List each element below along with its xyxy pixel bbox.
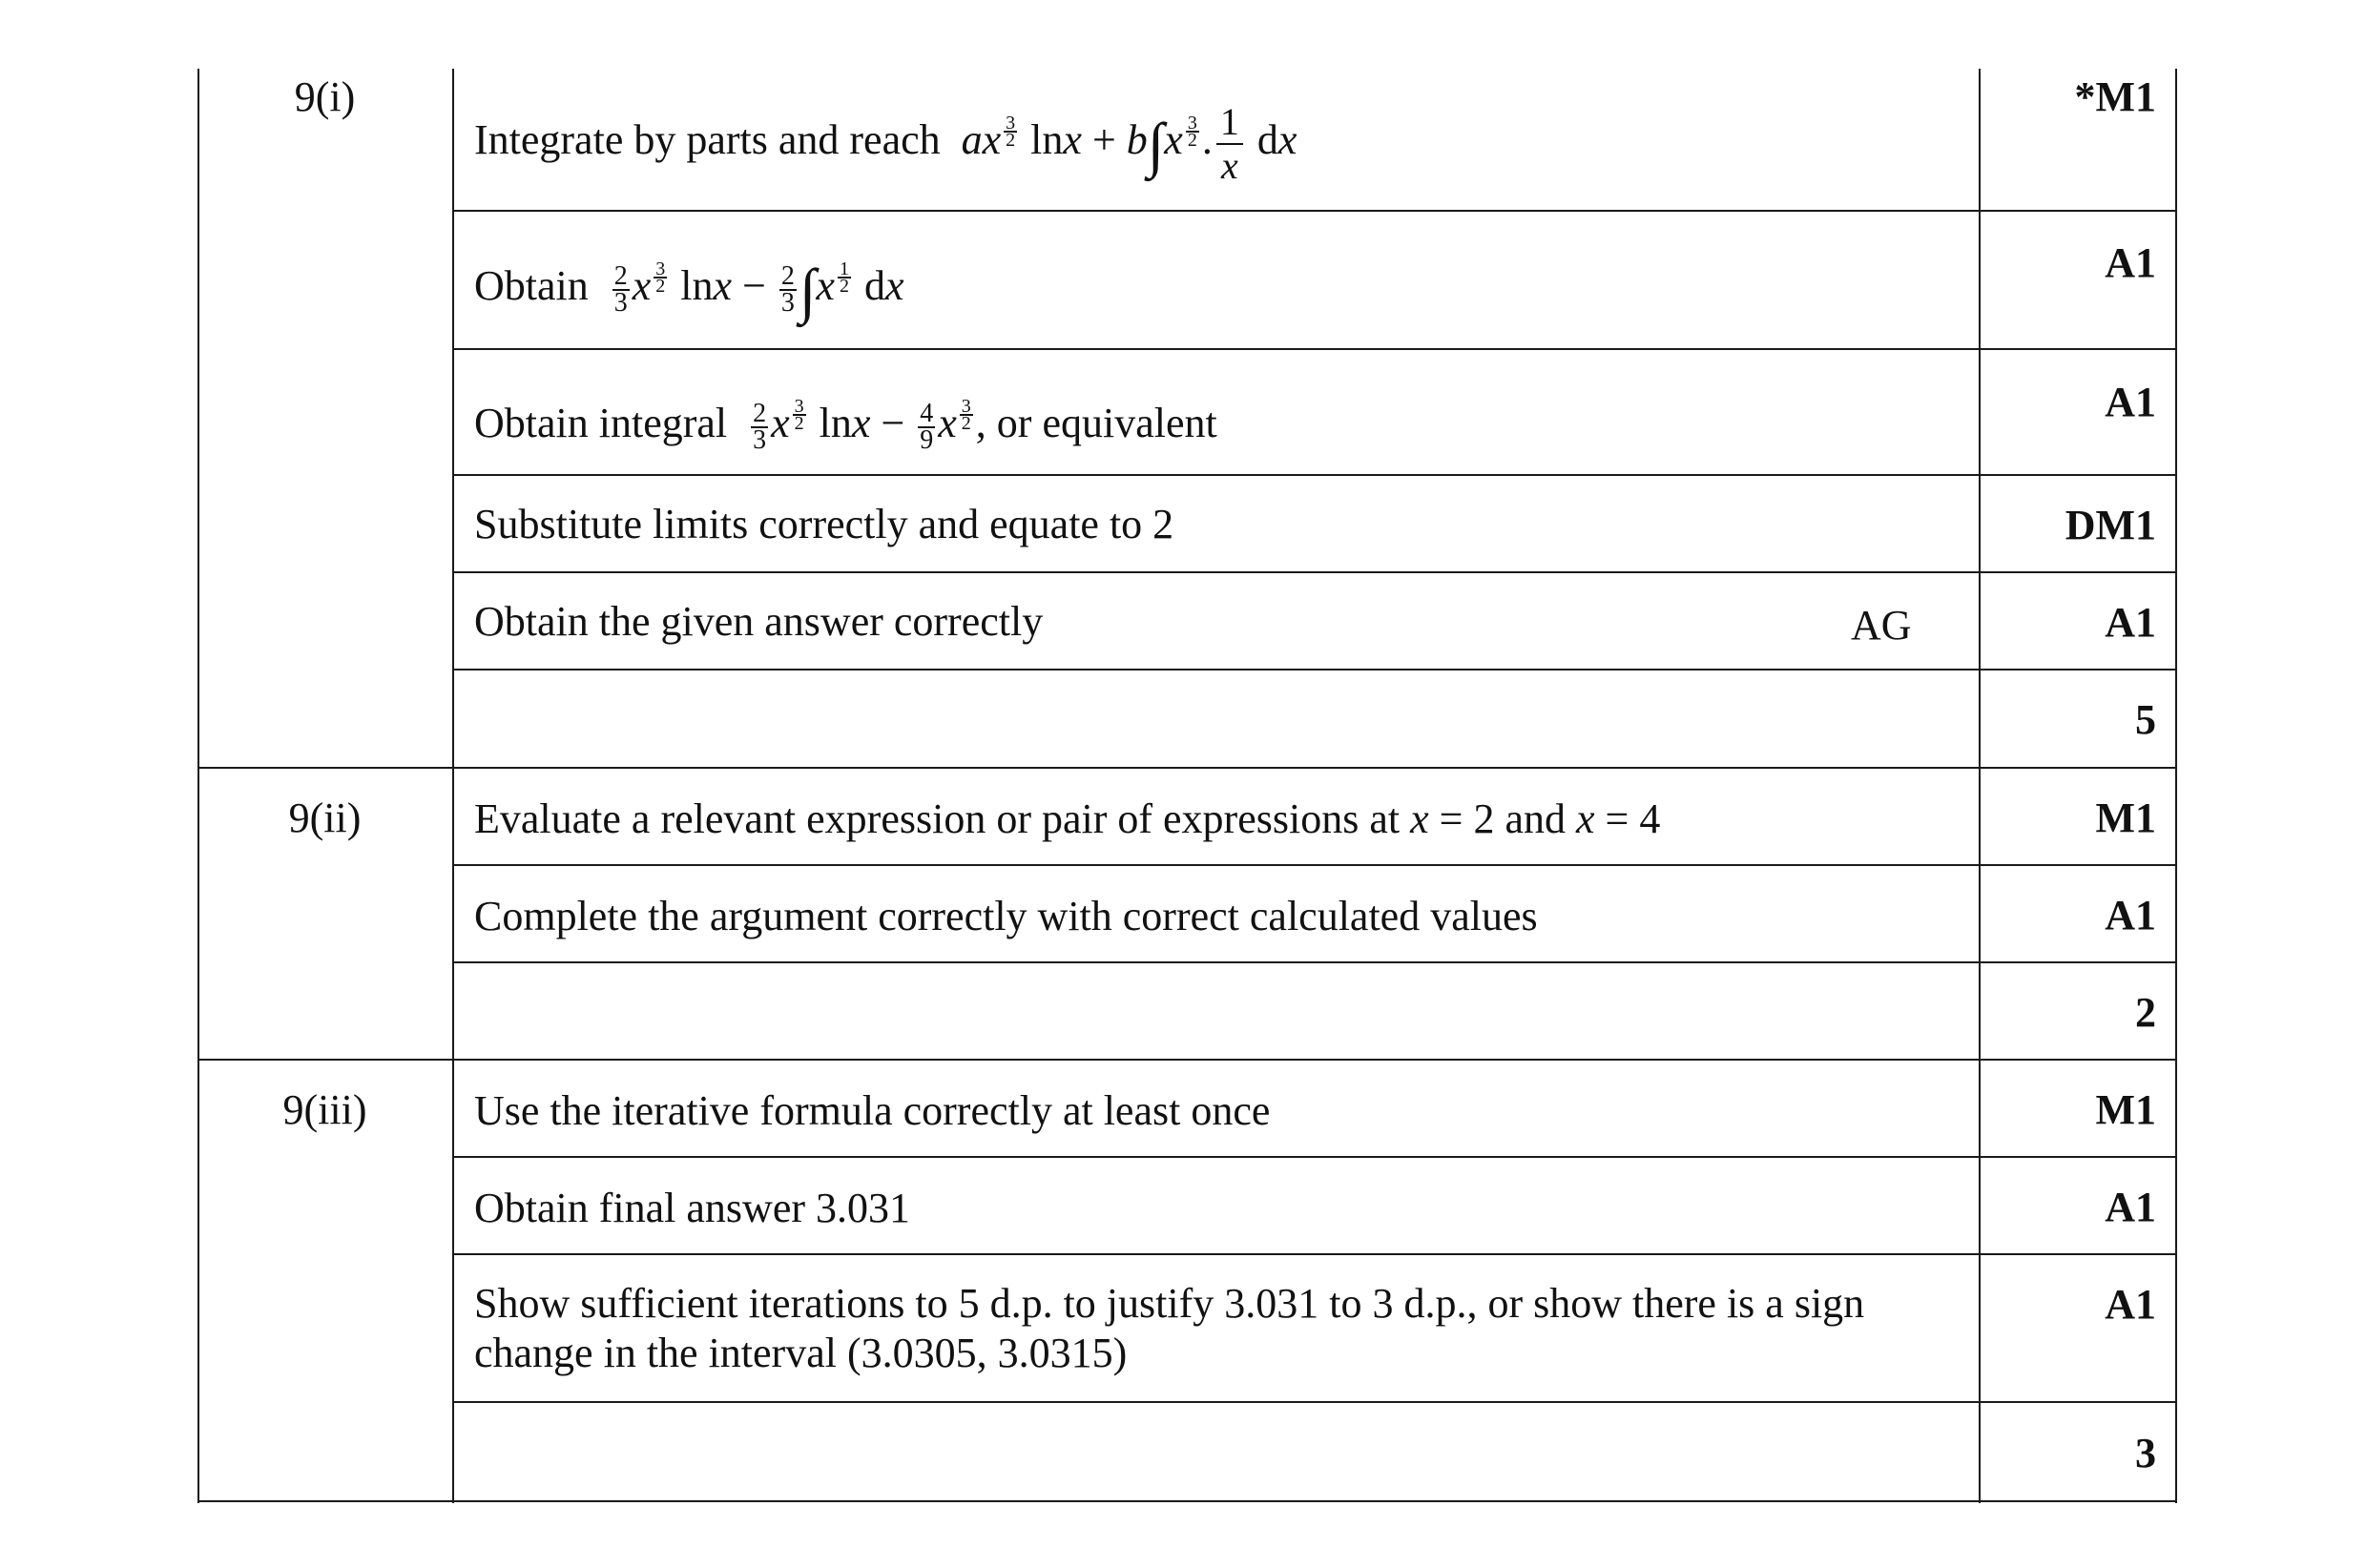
row-divider bbox=[452, 1253, 2177, 1255]
mark-code: M1 bbox=[2095, 1086, 2156, 1133]
row-divider bbox=[452, 669, 2177, 671]
step-text-suffix: , or equivalent bbox=[975, 400, 1217, 446]
answer-given-note: AG bbox=[1851, 602, 1912, 649]
step-description: Substitute limits correctly and equate to 2 bbox=[474, 501, 1174, 547]
mark-code: A1 bbox=[2105, 599, 2156, 646]
step-description bbox=[474, 101, 1297, 187]
step-description: Show sufficient iterations to 5 d.p. to justify 3.031 to 3 d.p., or show there is a sign bbox=[474, 1280, 1865, 1327]
table-border-left-top bbox=[197, 69, 199, 770]
row-divider bbox=[452, 1156, 2177, 1158]
mark-code: DM1 bbox=[2065, 502, 2156, 548]
row-divider bbox=[452, 348, 2177, 350]
row-divider bbox=[452, 864, 2177, 866]
step-description: Use the iterative formula correctly at least once bbox=[474, 1087, 1271, 1134]
part-total: 3 bbox=[2135, 1430, 2156, 1476]
step-text: Obtain bbox=[474, 262, 589, 309]
row-divider bbox=[452, 474, 2177, 476]
step-description-continued: change in the interval (3.0305, 3.0315) bbox=[474, 1330, 1128, 1376]
step-text: Evaluate a relevant expression or pair of expressions at bbox=[474, 795, 1401, 842]
section-divider bbox=[197, 1059, 2177, 1061]
math-expression: ax $^{\frac{3}{2}}$ lnx + b∫x $^{\frac{3}{2}}$ . $\frac{1}{x}$ dx bbox=[961, 100, 1297, 187]
column-divider-1 bbox=[452, 69, 454, 1503]
part-total: 2 bbox=[2135, 989, 2156, 1036]
table-border-bottom bbox=[197, 1500, 2177, 1502]
mark-code: A1 bbox=[2105, 379, 2156, 425]
math-expression: $\frac{2}{3}$ x $^{\frac{3}{2}}$ lnx − $\frac{4}{9}$ x $^{\frac{3}{2}}$ bbox=[753, 395, 971, 455]
table-border-left bbox=[197, 768, 199, 1503]
mark-code: *M1 bbox=[2074, 73, 2156, 120]
row-divider bbox=[452, 571, 2177, 573]
table-border-right bbox=[2175, 69, 2177, 1503]
row-divider bbox=[452, 1401, 2177, 1403]
question-label: 9(ii) bbox=[288, 794, 362, 841]
row-divider bbox=[452, 210, 2177, 212]
mark-code: A1 bbox=[2105, 1184, 2156, 1230]
step-description: Obtain final answer 3.031 bbox=[474, 1185, 910, 1231]
question-label: 9(iii) bbox=[282, 1086, 367, 1133]
step-description: Obtain the given answer correctly bbox=[474, 598, 1044, 645]
mark-code: A1 bbox=[2105, 239, 2156, 286]
part-total: 5 bbox=[2135, 696, 2156, 743]
step-text: Obtain integral bbox=[474, 400, 728, 446]
row-divider bbox=[452, 961, 2177, 963]
section-divider bbox=[197, 767, 2177, 769]
math-expression: x = 2 and x = 4 bbox=[1410, 795, 1661, 842]
step-description: Complete the argument correctly with correct calculated values bbox=[474, 893, 1538, 939]
step-description bbox=[474, 387, 1217, 453]
mark-code: A1 bbox=[2105, 1281, 2156, 1328]
math-expression: $\frac{2}{3}$ x $^{\frac{3}{2}}$ lnx − $\frac{2}{3}$ ∫x $^{\frac{1}{2}}$ dx bbox=[613, 257, 904, 324]
mark-code: M1 bbox=[2095, 794, 2156, 841]
step-description bbox=[474, 794, 1660, 845]
question-label: 9(i) bbox=[294, 73, 356, 120]
mark-code: A1 bbox=[2105, 892, 2156, 939]
step-text: Integrate by parts and reach bbox=[474, 116, 941, 164]
step-description bbox=[474, 250, 904, 324]
